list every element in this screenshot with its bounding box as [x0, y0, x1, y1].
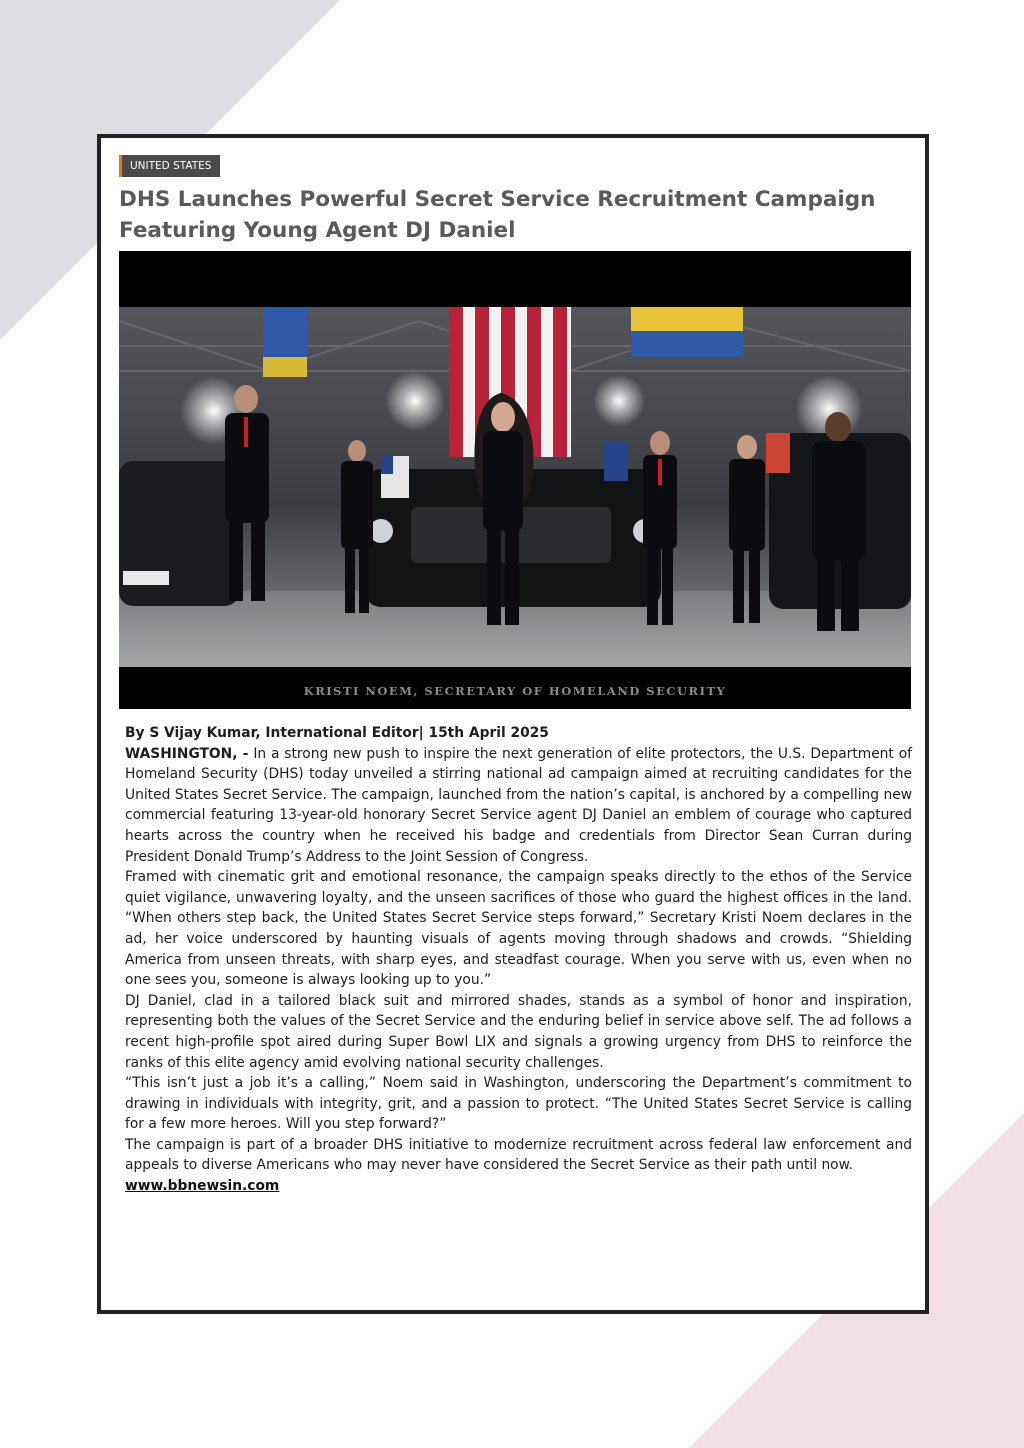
headline: DHS Launches Powerful Secret Service Recruitment Campaign Featuring Young Agent DJ Daniel: [119, 187, 876, 243]
paragraph-text: In a strong new push to inspire the next generation of elite protectors, the U.S. Department of Homeland Security (DHS) today unveiled a stirring national ad campaign aimed at recruiting candidates for the United States Secret Service. The campaign, launched from the nation’s capital, is anchored by a compelling new commercial featuring 13-year-old honorary Secret Service agent DJ Daniel an emblem of courage who captured hearts across the country when he received his badge and credentials from Director Sean Curran during President Donald Trump’s Address to the Joint Session of Congress.: [125, 745, 912, 865]
article-photo: [119, 251, 911, 709]
article-card: [97, 134, 929, 1314]
paragraph: DJ Daniel, clad in a tailored black suit and mirrored shades, stands as a symbol of honor and inspiration, representing both the values of the Secret Service and the enduring belief in service above self. The ad follows a recent high-profile spot aired during Super Bowl LIX and signals a growing urgency from DHS to reinforce the ranks of this elite agency amid evolving national security challenges.: [125, 992, 912, 1071]
paragraph: [125, 744, 912, 868]
article-body: [125, 723, 912, 1197]
photo-caption: KRISTI NOEM, SECRETARY OF HOMELAND SECURITY: [303, 684, 727, 698]
paragraph: The campaign is part of a broader DHS initiative to modernize recruitment across federal law enforcement and appeals to diverse Americans who may never have considered the Secret Service as their path until now.: [125, 1136, 912, 1174]
paragraph: Framed with cinematic grit and emotional resonance, the campaign speaks directly to the ethos of the Service quiet vigilance, unwavering loyalty, and the unseen sacrifices of those who guard the highest offices in the land. “When others step back, the United States Secret Service steps forward,” Secretary Kristi Noem declares in the ad, her voice underscored by haunting visuals of agents moving through shadows and crowds. “Shielding America from unseen threats, with sharp eyes, and steadfast courage. When you serve with us, even when no one sees you, someone is always looking up to you.”: [125, 869, 912, 989]
paragraph: “This isn’t just a job it’s a calling,” Noem said in Washington, underscoring the Department’s commitment to drawing in individuals with integrity, grit, and a passion to protect. “The United States Secret Service is calling for a few more heroes. Will you step forward?”: [125, 1075, 912, 1133]
photo-illustration: [119, 251, 911, 709]
dateline: WASHINGTON, -: [125, 745, 249, 762]
category-tag[interactable]: UNITED STATES: [119, 155, 220, 177]
website-link[interactable]: www.bbnewsin.com: [125, 1178, 280, 1195]
byline: By S Vijay Kumar, International Editor| 15th April 2025: [125, 725, 549, 741]
